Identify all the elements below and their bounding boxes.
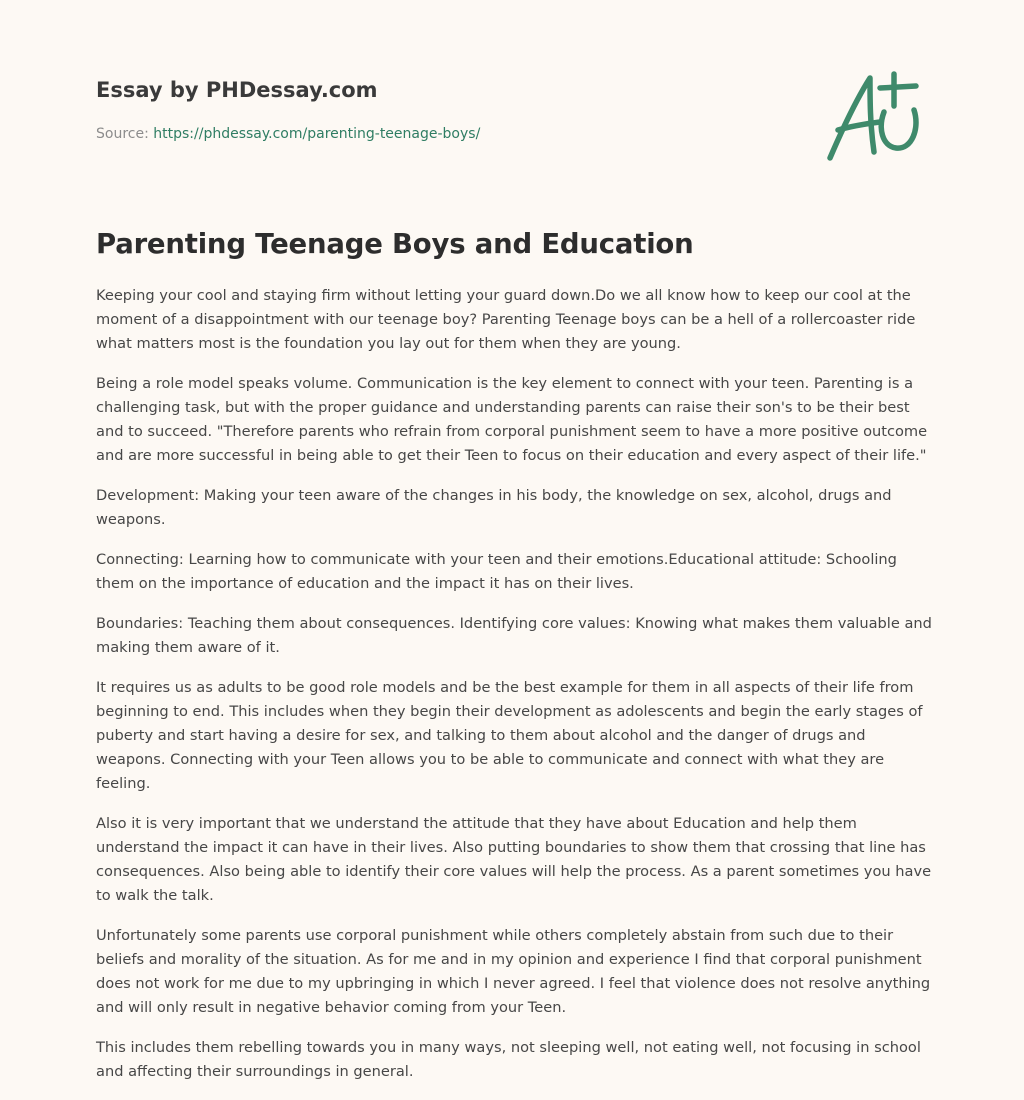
essay-paragraph: Connecting: Learning how to communicate with your teen and their emotions.Educational attitude: Schooling them on the importance of education and the impact it has on their lives. [96,551,897,592]
essay-paragraph: Boundaries: Teaching them about consequences. Identifying core values: Knowing what makes them valuable and making them aware of it. [96,615,932,656]
essay-paragraph: This includes them rebelling towards you in many ways, not sleeping well, not eating well, not focusing in school and affecting their surroundings in general. [96,1039,921,1080]
source-line [96,124,736,144]
essay-paragraph: It requires us as adults to be good role models and be the best example for them in all aspects of their life from beginning to end. This includes when they begin their development as adolescents and begin the early stages of puberty and start having a desire for sex, and talking to them about alcohol and the danger of drugs and weapons. Connecting with your Teen allows you to be able to communicate and connect with what they are feeling. [96,679,923,792]
source-link[interactable]: https://phdessay.com/parenting-teenage-boys/ [153,126,481,142]
essay-paragraph: Development: Making your teen aware of the changes in his body, the knowledge on sex, alcohol, drugs and weapons. [96,487,892,528]
a-plus-grade-icon [820,66,930,166]
essay-title: Parenting Teenage Boys and Education [96,228,694,260]
essay-paragraph: Unfortunately some parents use corporal punishment while others completely abstain from such due to their beliefs and morality of the situation. As for me and in my opinion and experience I find that corporal punishment does not work for me due to my upbringing in which I never agreed. I feel that violence does not resolve anything and will only result in negative behavior coming from your Teen. [96,927,931,1016]
essay-paragraph: Being a role model speaks volume. Communication is the key element to connect with your teen. Parenting is a challenging task, but with the proper guidance and understanding parents can raise their son's to be their best and to succeed. "Therefore parents who refrain from corporal punishment seem to have a more positive outcome and are more successful in being able to get their Teen to focus on their education and every aspect of their life." [96,375,928,464]
essay-paragraph: Keeping your cool and staying firm without letting your guard down.Do we all know how to keep our cool at the moment of a disappointment with our teenage boy? Parenting Teenage boys can be a hell of a rollercoaster ride what matters most is the foundation you lay out for them when they are young. [96,287,916,352]
essay-body [96,284,932,1100]
page-header [96,76,736,144]
site-brand: Essay by PHDessay.com [96,78,378,102]
essay-paragraph: Also it is very important that we understand the attitude that they have about Education and help them understand the impact it can have in their lives. Also putting boundaries to show them that crossing that line has consequences. Also being able to identify their core values will help the process. As a parent sometimes you have to walk the talk. [96,815,932,904]
source-label: Source: [96,126,149,142]
